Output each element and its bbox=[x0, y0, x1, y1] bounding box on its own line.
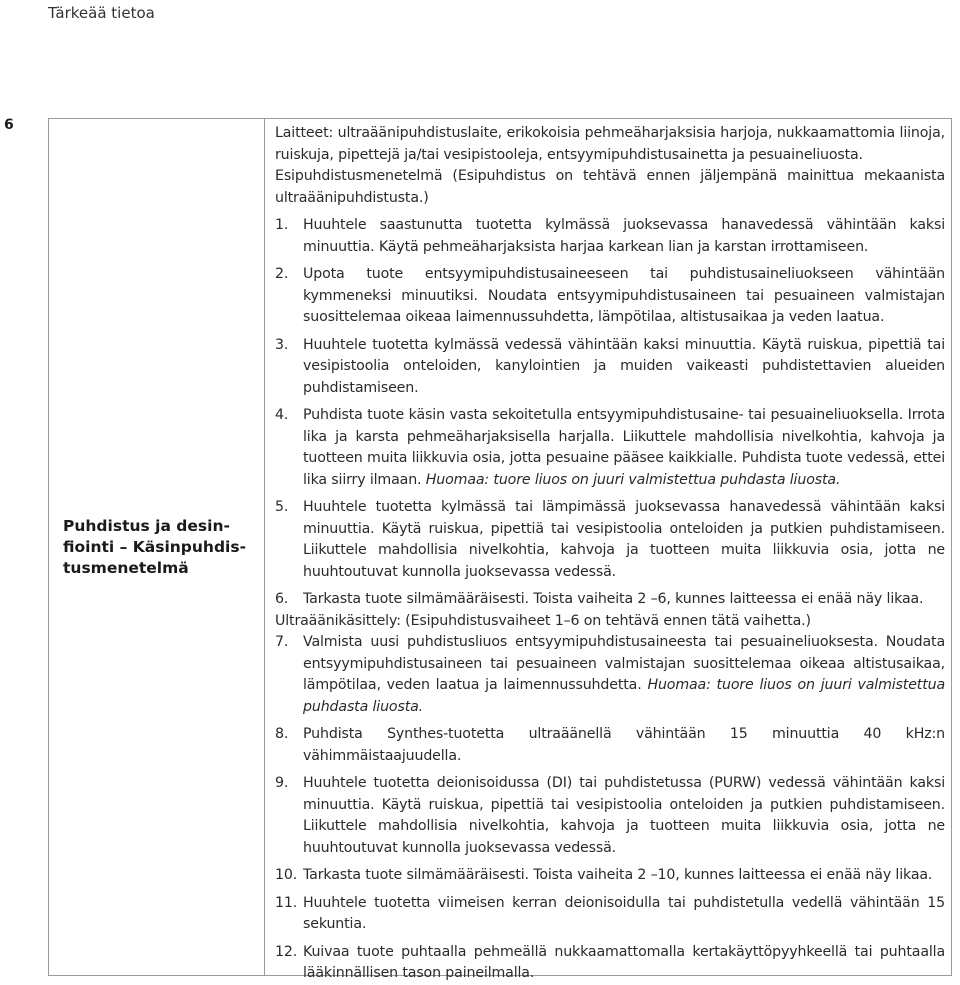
step-number: 4. bbox=[275, 407, 289, 423]
pre-cleaning-heading: Esipuhdistusmenetelmä (Esipuhdistus on tehtävä ennen jäljempänä mainittua mekaanista ultraäänipuhdistusta.) bbox=[275, 168, 945, 206]
step-number: 2. bbox=[275, 266, 289, 282]
section-title-line: tusmenetelmä bbox=[63, 559, 189, 577]
instructions-body bbox=[275, 123, 945, 985]
step-number: 1. bbox=[275, 217, 289, 233]
step-text-wrap bbox=[303, 632, 945, 718]
ultrasonic-heading: Ultraäänikäsittely: (Esipuhdistusvaiheet 1–6 on tehtävä ennen tätä vaihetta.) bbox=[275, 612, 811, 629]
step-number: 3. bbox=[275, 336, 289, 353]
section-title bbox=[63, 516, 253, 579]
step-number: 12. bbox=[275, 943, 298, 960]
step-item bbox=[275, 589, 945, 611]
step-text: Huuhtele tuotetta deionisoidussa (DI) tai puhdistetussa (PURW) vedessä vähintään kaksi minuuttia. Käytä ruiskua, pipettiä tai vesipistoolia onteloiden ja putkien puhdistamiseen. Liikuttele mahdollisia nivelkohtia, kahvoja ja tuotteen muita liikkuvia osia, jotta ne huuhtoutuvat kunnolla juoksevassa vedessä. bbox=[303, 775, 945, 856]
step-number: 5. bbox=[275, 499, 289, 515]
step-number: 9. bbox=[275, 775, 289, 791]
column-divider bbox=[264, 118, 265, 976]
step-item bbox=[275, 215, 945, 258]
step-number: 11. bbox=[275, 894, 298, 911]
step-item bbox=[275, 405, 945, 491]
step-text: Huuhtele tuotetta kylmässä tai lämpimässä juoksevassa hanavedessä vähintään kaksi minuuttia. Käytä ruiskua, pipettiä tai vesipistoolia onteloiden ja putkien puhdistamiseen. Liikuttele mahdollisia nivelkohtia, kahvoja ja tuotteen muita liikkuvia osia, jotta ne huuhtoutuvat kunnolla juoksevassa vedessä. bbox=[303, 499, 945, 580]
step-text: Huuhtele saastunutta tuotetta kylmässä juoksevassa hanavedessä vähintään kaksi minuuttia. Käytä pehmeäharjaksista harjaa karkean lian ja karstan irrottamiseen. bbox=[303, 217, 945, 255]
step-item bbox=[275, 773, 945, 859]
step-text: Puhdista Synthes-tuotetta ultraäänellä vähintään 15 minuuttia 40 kHz:n vähimmäistaajuudella. bbox=[303, 726, 945, 764]
step-note: Huomaa: tuore liuos on juuri valmistettua puhdasta liuosta. bbox=[425, 471, 841, 488]
step-item bbox=[275, 497, 945, 583]
step-item bbox=[275, 942, 945, 985]
step-text: Upota tuote entsyymipuhdistusaineeseen tai puhdistusaineliuokseen vähintään kymmeneksi minuutiksi. Noudata entsyymipuhdistusaineen tai pesuaineen valmistajan suosittelemaa oikeaa laimennussuhdetta, lämpötilaa, altistusaikaa ja veden laatua. bbox=[303, 266, 945, 325]
step-item bbox=[275, 893, 945, 936]
step-text-wrap bbox=[303, 405, 945, 491]
header-title: Tärkeää tietoa bbox=[48, 4, 155, 22]
step-number: 8. bbox=[275, 726, 289, 742]
step-item bbox=[275, 335, 945, 400]
step-item bbox=[275, 865, 945, 887]
step-text: Tarkasta tuote silmämääräisesti. Toista vaiheita 2 –10, kunnes laitteessa ei enää näy likaa. bbox=[303, 867, 933, 883]
step-text: Huuhtele tuotetta viimeisen kerran deionisoidulla tai puhdistetulla vedellä vähintään 15 sekuntia. bbox=[303, 894, 945, 932]
step-item bbox=[275, 632, 945, 718]
step-text: Tarkasta tuote silmämääräisesti. Toista vaiheita 2 –6, kunnes laitteessa ei enää näy likaa. bbox=[303, 591, 924, 607]
step-text: Kuivaa tuote puhtaalla pehmeällä nukkaamattomalla kertakäyttöpyyhkeellä tai puhtaalla lääkinnällisen tason paineilmalla. bbox=[303, 943, 945, 981]
step-text: Puhdista tuote käsin vasta sekoitetulla entsyymipuhdistusaine- tai pesuaineliuoksella. Irrota lika ja karsta pehmeäharjaksisella harjalla. Liikuttele mahdollisia nivelkohtia, kahvoja ja tuotteen muita liikkuvia osia, jotta pesuaine pääsee kaikkialle. Puhdista tuote vedessä, ettei lika siirry ilmaan. bbox=[303, 407, 945, 488]
equipment-paragraph: Laitteet: ultraäänipuhdistuslaite, erikokoisia pehmeäharjaksisia harjoja, nukkaamattomia liinoja, ruiskuja, pipettejä ja/tai vesipistooleja, entsyymipuhdistusainetta ja pesuaineliuosta. bbox=[275, 125, 945, 163]
step-number: 6. bbox=[275, 591, 289, 607]
step-number: 10. bbox=[275, 867, 298, 883]
step-text: Huuhtele tuotetta kylmässä vedessä vähintään kaksi minuuttia. Käytä ruiskua, pipettiä tai vesipistoolia onteloiden, kanylointien ja muiden vaikeasti puhdistettavien alueiden puhdistamiseen. bbox=[303, 336, 945, 396]
section-title-line: fiointi – Käsinpuhdis- bbox=[63, 538, 247, 556]
section-title-line: Puhdistus ja desin- bbox=[63, 517, 230, 535]
page-number: 6 bbox=[4, 117, 14, 133]
step-note: Huomaa: tuore liuos on juuri valmistettua puhdasta liuosta. bbox=[303, 677, 945, 715]
step-item bbox=[275, 264, 945, 329]
step-item bbox=[275, 724, 945, 767]
step-number: 7. bbox=[275, 634, 289, 650]
step-text: Valmista uusi puhdistusliuos entsyymipuhdistusaineesta tai pesuaineliuoksesta. Noudata entsyymipuhdistusaineen tai pesuaineen valmistajan suosittelemaa oikeaa altistusaikaa, lämpötilaa, veden laatua ja laimennussuhdetta. bbox=[303, 634, 945, 693]
